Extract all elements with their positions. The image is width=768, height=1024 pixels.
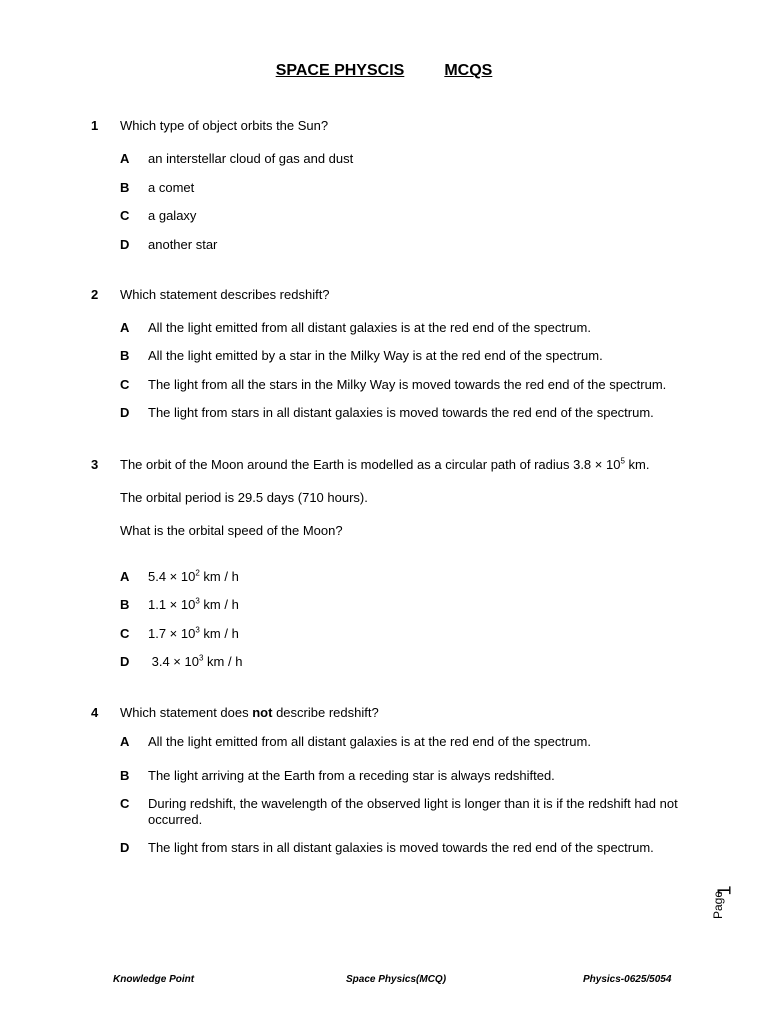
question-2-number: 2 (91, 287, 99, 302)
q3-option-d-text: $3.4 \times 10^3$ km / h (148, 653, 243, 669)
q1-option-c-letter: C (120, 208, 130, 223)
q1-option-c-text: a galaxy (148, 208, 197, 223)
footer-left: Knowledge Point (113, 974, 195, 985)
q2-option-a-text: All the light emitted from all distant galaxies is at the red end of the spectrum. (148, 320, 591, 335)
q1-option-b-letter: B (120, 180, 130, 195)
title-right: MCQS (444, 62, 493, 79)
page-word: Page (711, 890, 726, 920)
footer-center: Space Physics(MCQ) (346, 974, 447, 985)
q3-option-b-text: $1.1 \times 10^3$ km / h (148, 596, 239, 612)
page-number: 1 (714, 885, 735, 896)
q4-option-c-text: During redshift, the wavelength of the observed light is longer than it is if the redshift had not occurred. (148, 796, 678, 827)
title-left: SPACE PHYSCIS (275, 62, 405, 79)
q3-option-c-letter: C (120, 626, 130, 641)
q1-option-a-letter: A (120, 151, 130, 166)
question-4-text: Which statement does not describe redshift? (120, 705, 379, 720)
q4-option-a-letter: A (120, 734, 130, 749)
q3-option-a-letter: A (120, 569, 130, 584)
q4-option-d-text: The light from stars in all distant galaxies is moved towards the red end of the spectrum. (148, 840, 654, 855)
question-3-period: The orbital period is 29.5 days (710 hours). (120, 490, 368, 505)
q2-option-d-text: The light from stars in all distant galaxies is moved towards the red end of the spectrum. (148, 405, 654, 420)
q4-option-d-letter: D (120, 840, 130, 855)
q4-option-b-text: The light arriving at the Earth from a receding star is always redshifted. (148, 768, 555, 783)
question-1-text: Which type of object orbits the Sun? (120, 118, 329, 133)
q2-option-c-text: The light from all the stars in the Milky Way is moved towards the red end of the spectrum. (148, 377, 667, 392)
footer-right: Physics-0625/5054 (583, 974, 672, 985)
question-3-text: The orbit of the Moon around the Earth is modelled as a circular path of radius $3.8 \times 10^5$ km. (120, 456, 650, 472)
question-3-number: 3 (91, 457, 99, 472)
q2-option-d-letter: D (120, 405, 130, 420)
document-title (0, 62, 768, 80)
question-3-prompt: What is the orbital speed of the Moon? (120, 523, 343, 538)
page-marker (712, 880, 740, 930)
q3-option-a-text: $5.4 \times 10^2$ km / h (148, 568, 239, 584)
q2-option-a-letter: A (120, 320, 130, 335)
q2-option-b-text: All the light emitted by a star in the Milky Way is at the red end of the spectrum. (148, 348, 603, 363)
q1-option-b-text: a comet (148, 180, 195, 195)
q4-option-a-text: All the light emitted from all distant galaxies is at the red end of the spectrum. (148, 734, 591, 749)
q3-option-b-letter: B (120, 597, 130, 612)
q4-option-b-letter: B (120, 768, 130, 783)
q1-option-a-text: an interstellar cloud of gas and dust (148, 151, 354, 166)
question-2-text: Which statement describes redshift? (120, 287, 330, 302)
q3-option-c-text: $1.7 \times 10^3$ km / h (148, 625, 239, 641)
q4-option-c-letter: C (120, 796, 130, 811)
q2-option-b-letter: B (120, 348, 130, 363)
q1-option-d-letter: D (120, 237, 130, 252)
q3-option-d-letter: D (120, 654, 130, 669)
q2-option-c-letter: C (120, 377, 130, 392)
question-1-number: 1 (91, 118, 99, 133)
question-4-number: 4 (91, 705, 99, 720)
q1-option-d-text: another star (148, 237, 218, 252)
